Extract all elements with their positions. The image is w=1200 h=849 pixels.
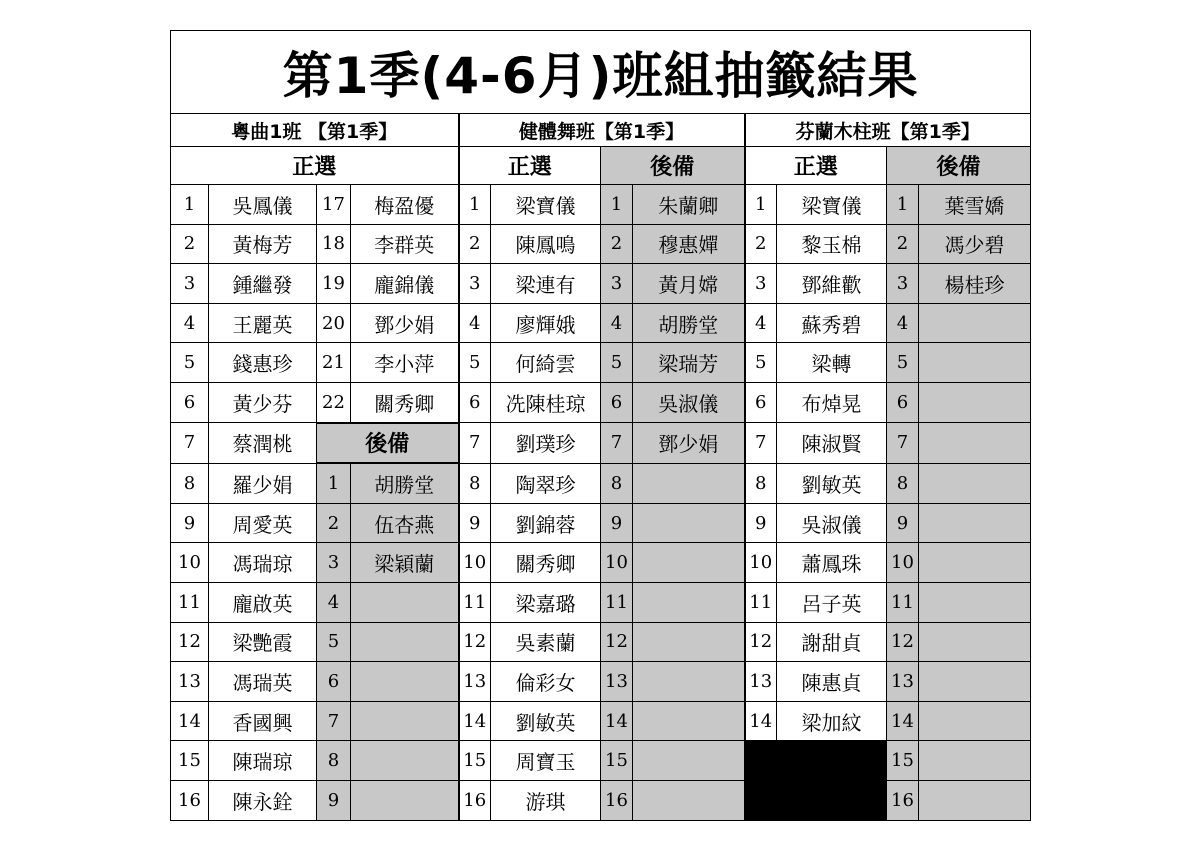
member-name: 李群英 [351,224,459,264]
member-name: 鄧維歡 [777,264,887,304]
row-number: 18 [317,224,351,264]
reserve-name [919,622,1031,662]
row-number: 11 [459,582,491,622]
reserve-number: 9 [887,503,919,543]
member-name: 鄧少娟 [351,303,459,343]
reserve-number: 2 [317,503,351,543]
member-name: 錢惠珍 [209,343,317,383]
row-number: 22 [317,382,351,422]
reserve-number: 10 [601,543,633,583]
row-number: 11 [745,582,777,622]
member-name: 陶翠珍 [491,463,601,503]
reserve-name [351,780,459,820]
member-name: 吳淑儀 [777,503,887,543]
reserve-number: 13 [887,662,919,702]
reserve-number: 6 [601,382,633,422]
row-number: 1 [745,185,777,225]
reserve-name [633,463,745,503]
table-row [171,185,1031,225]
member-name: 蕭鳳珠 [777,543,887,583]
reserve-number: 1 [601,185,633,225]
member-name: 梁嘉璐 [491,582,601,622]
reserve-number: 15 [887,741,919,781]
member-name: 蔡潤桃 [209,423,317,464]
row-number: 13 [745,662,777,702]
member-name: 周寶玉 [491,741,601,781]
reserve-number: 6 [887,382,919,422]
reserve-name: 伍杏燕 [351,503,459,543]
row-number: 4 [171,303,209,343]
row-number: 16 [171,780,209,820]
member-name: 梁寶儀 [491,185,601,225]
row-number: 9 [459,503,491,543]
row-number: 5 [171,343,209,383]
row-number: 6 [459,382,491,422]
reserve-number: 4 [887,303,919,343]
row-number: 5 [745,343,777,383]
member-name: 梅盈優 [351,185,459,225]
reserve-number: 8 [887,463,919,503]
member-name: 陳鳳鳴 [491,224,601,264]
row-number: 16 [459,780,491,820]
table-row [171,303,1031,343]
row-number: 3 [745,264,777,304]
row-number: 17 [317,185,351,225]
reserve-name [919,343,1031,383]
member-name: 王麗英 [209,303,317,343]
member-name: 龐錦儀 [351,264,459,304]
member-name: 梁加紋 [777,701,887,741]
reserve-name [633,662,745,702]
table-row [171,582,1031,622]
reserve-name [919,382,1031,422]
table-row [171,343,1031,383]
reserve-name [351,662,459,702]
row-number: 13 [459,662,491,702]
section-main-2: 正選 [459,147,601,185]
member-name: 馮瑞琼 [209,543,317,583]
table-row [171,662,1031,702]
row-number: 8 [745,463,777,503]
row-number: 6 [745,382,777,422]
member-name: 關秀卿 [491,543,601,583]
reserve-name [633,701,745,741]
reserve-name: 馮少碧 [919,224,1031,264]
member-name: 黎玉棉 [777,224,887,264]
reserve-number: 8 [601,463,633,503]
reserve-name: 吳淑儀 [633,382,745,422]
reserve-name: 朱蘭卿 [633,185,745,225]
reserve-name [919,701,1031,741]
member-name: 蘇秀碧 [777,303,887,343]
reserve-name: 梁穎蘭 [351,543,459,583]
row-number: 10 [171,543,209,583]
member-name: 陳永銓 [209,780,317,820]
table-row [171,423,1031,464]
reserve-name [919,780,1031,820]
reserve-number: 5 [887,343,919,383]
section-reserve-1: 後備 [317,423,459,464]
reserve-name [919,662,1031,702]
row-number: 2 [459,224,491,264]
row-number: 15 [459,741,491,781]
row-number: 10 [459,543,491,583]
reserve-number: 3 [317,543,351,583]
section-main-1: 正選 [171,147,459,185]
reserve-number: 5 [317,622,351,662]
reserve-number: 16 [601,780,633,820]
member-name: 梁寶儀 [777,185,887,225]
member-name: 劉敏英 [491,701,601,741]
reserve-name [919,543,1031,583]
row-number: 11 [171,582,209,622]
member-name: 吳鳳儀 [209,185,317,225]
reserve-name [633,622,745,662]
member-name: 謝甜貞 [777,622,887,662]
blacked-out-cell [745,741,887,820]
member-name: 廖輝娥 [491,303,601,343]
table-row [171,780,1031,820]
row-number: 2 [171,224,209,264]
member-name: 陳瑞琼 [209,741,317,781]
member-name: 梁連有 [491,264,601,304]
member-name: 黃少芬 [209,382,317,422]
row-number: 7 [745,423,777,464]
row-number: 9 [745,503,777,543]
reserve-name [919,503,1031,543]
reserve-number: 7 [317,701,351,741]
member-name: 劉錦蓉 [491,503,601,543]
reserve-number: 2 [601,224,633,264]
reserve-name [919,303,1031,343]
row-number: 20 [317,303,351,343]
reserve-number: 1 [887,185,919,225]
member-name: 鍾繼發 [209,264,317,304]
reserve-number: 3 [887,264,919,304]
reserve-name: 葉雪嬌 [919,185,1031,225]
member-name: 香國興 [209,701,317,741]
reserve-name [633,741,745,781]
reserve-number: 15 [601,741,633,781]
table-row [171,622,1031,662]
row-number: 3 [171,264,209,304]
member-name: 黃梅芳 [209,224,317,264]
table-row [171,264,1031,304]
row-number: 4 [459,303,491,343]
row-number: 10 [745,543,777,583]
reserve-name: 楊桂珍 [919,264,1031,304]
reserve-number: 1 [317,463,351,503]
row-number: 8 [459,463,491,503]
row-number: 19 [317,264,351,304]
reserve-name [351,741,459,781]
row-number: 7 [171,423,209,464]
table-row [171,741,1031,781]
reserve-number: 7 [601,423,633,464]
row-number: 21 [317,343,351,383]
row-number: 14 [745,701,777,741]
class-header-1: 粵曲1班 【第1季】 [171,114,459,147]
reserve-number: 5 [601,343,633,383]
member-name: 倫彩女 [491,662,601,702]
reserve-name: 梁瑞芳 [633,343,745,383]
table-row [171,543,1031,583]
reserve-number: 12 [601,622,633,662]
section-main-3: 正選 [745,147,887,185]
member-name: 呂子英 [777,582,887,622]
reserve-number: 4 [601,303,633,343]
table-row [171,224,1031,264]
row-number: 9 [171,503,209,543]
reserve-name [633,780,745,820]
member-name: 吳素蘭 [491,622,601,662]
member-name: 關秀卿 [351,382,459,422]
reserve-name [919,582,1031,622]
member-name: 冼陳桂琼 [491,382,601,422]
result-table [170,30,1031,821]
row-number: 14 [459,701,491,741]
row-number: 12 [171,622,209,662]
reserve-name: 胡勝堂 [351,463,459,503]
member-name: 陳淑賢 [777,423,887,464]
row-number: 15 [171,741,209,781]
row-number: 1 [171,185,209,225]
member-name: 劉璞珍 [491,423,601,464]
reserve-number: 9 [317,780,351,820]
member-name: 游琪 [491,780,601,820]
reserve-number: 4 [317,582,351,622]
reserve-number: 9 [601,503,633,543]
reserve-name [633,543,745,583]
class-header-3: 芬蘭木柱班【第1季】 [745,114,1031,147]
reserve-name [919,423,1031,464]
reserve-number: 14 [601,701,633,741]
reserve-number: 12 [887,622,919,662]
row-number: 13 [171,662,209,702]
member-name: 羅少娟 [209,463,317,503]
reserve-name: 穆惠嬋 [633,224,745,264]
member-name: 梁轉 [777,343,887,383]
row-number: 4 [745,303,777,343]
reserve-number: 6 [317,662,351,702]
reserve-number: 10 [887,543,919,583]
member-name: 布焯晃 [777,382,887,422]
reserve-number: 7 [887,423,919,464]
reserve-number: 8 [317,741,351,781]
reserve-number: 11 [601,582,633,622]
section-reserve-3: 後備 [887,147,1031,185]
reserve-name [633,503,745,543]
table-row [171,503,1031,543]
reserve-name [351,622,459,662]
member-name: 劉敏英 [777,463,887,503]
reserve-name: 鄧少娟 [633,423,745,464]
reserve-number: 2 [887,224,919,264]
reserve-name [351,582,459,622]
reserve-name [919,741,1031,781]
reserve-name [351,701,459,741]
member-name: 馮瑞英 [209,662,317,702]
section-reserve-2: 後備 [601,147,745,185]
row-number: 1 [459,185,491,225]
row-number: 6 [171,382,209,422]
page-title: 第1季(4-6月)班組抽籤結果 [171,31,1031,114]
reserve-name: 黃月嫦 [633,264,745,304]
member-name: 周愛英 [209,503,317,543]
table-row [171,463,1031,503]
row-number: 5 [459,343,491,383]
member-name: 龐啟英 [209,582,317,622]
reserve-name [919,463,1031,503]
reserve-number: 11 [887,582,919,622]
class-header-2: 健體舞班【第1季】 [459,114,745,147]
member-name: 何綺雲 [491,343,601,383]
member-name: 李小萍 [351,343,459,383]
row-number: 7 [459,423,491,464]
table-row [171,382,1031,422]
reserve-name [633,582,745,622]
member-name: 陳惠貞 [777,662,887,702]
reserve-number: 16 [887,780,919,820]
row-number: 14 [171,701,209,741]
table-row [171,701,1031,741]
reserve-number: 13 [601,662,633,702]
row-number: 2 [745,224,777,264]
reserve-number: 3 [601,264,633,304]
reserve-name: 胡勝堂 [633,303,745,343]
lottery-result-sheet [170,30,1030,820]
reserve-number: 14 [887,701,919,741]
row-number: 3 [459,264,491,304]
member-name: 梁艷霞 [209,622,317,662]
row-number: 12 [459,622,491,662]
row-number: 12 [745,622,777,662]
row-number: 8 [171,463,209,503]
